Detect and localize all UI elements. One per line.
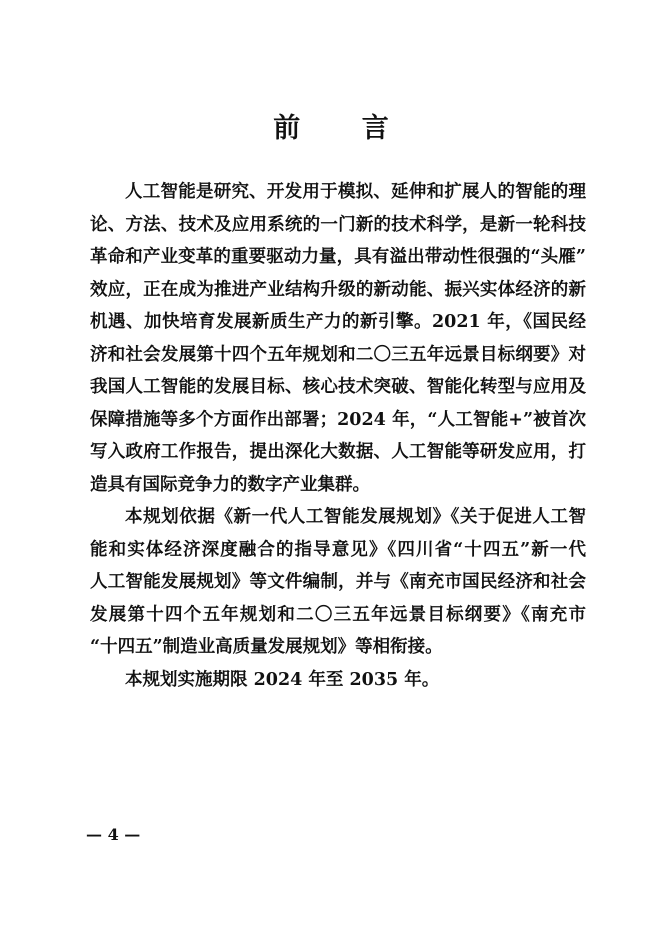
paragraph-2 xyxy=(90,501,586,664)
text-line: “十四五”制造业高质量发展规划》等相衔接。 xyxy=(90,637,443,657)
text-line: 写入政府工作报告，提出深化大数据、人工智能等研发应用，打 xyxy=(90,442,586,462)
text-line: 发展第十四个五年规划和二〇三五年远景目标纲要》《南充市 xyxy=(90,604,586,625)
text-line: 人工智能是研究、开发用于模拟、延伸和扩展人的智能的理 xyxy=(125,182,586,202)
text-line: 革命和产业变革的重要驱动力量，具有溢出带动性很强的“头雁” xyxy=(90,247,586,267)
page-title: 前 言 xyxy=(273,113,415,144)
text-line: 济和社会发展第十四个五年规划和二〇三五年远景目标纲要》对 xyxy=(90,344,586,365)
text-line: 机遇、加快培育发展新质生产力的新引擎。2021 年，《国民经 xyxy=(90,312,586,332)
text-line: 我国人工智能的发展目标、核心技术突破、智能化转型与应用及 xyxy=(90,377,586,397)
document-body xyxy=(90,176,586,696)
page-number: — 4 — xyxy=(86,825,141,844)
text-line: 本规划实施期限 2024 年至 2035 年。 xyxy=(125,669,440,690)
text-line: 论、方法、技术及应用系统的一门新的技术科学，是新一轮科技 xyxy=(90,214,586,235)
paragraph-3 xyxy=(90,664,586,697)
text-line: 造具有国际竞争力的数字产业集群。 xyxy=(90,474,370,495)
text-line: 保障措施等多个方面作出部署；2024 年，“人工智能+”被首次 xyxy=(90,409,586,430)
text-line: 效应，正在成为推进产业结构升级的新动能、振兴实体经济的新 xyxy=(90,279,586,300)
text-line: 本规划依据《新一代人工智能发展规划》《关于促进人工智 xyxy=(125,507,586,527)
paragraph-1 xyxy=(90,176,586,501)
text-line: 人工智能发展规划》等文件编制，并与《南充市国民经济和社会 xyxy=(90,572,586,592)
text-line: 能和实体经济深度融合的指导意见》《四川省“十四五”新一代 xyxy=(90,539,586,560)
